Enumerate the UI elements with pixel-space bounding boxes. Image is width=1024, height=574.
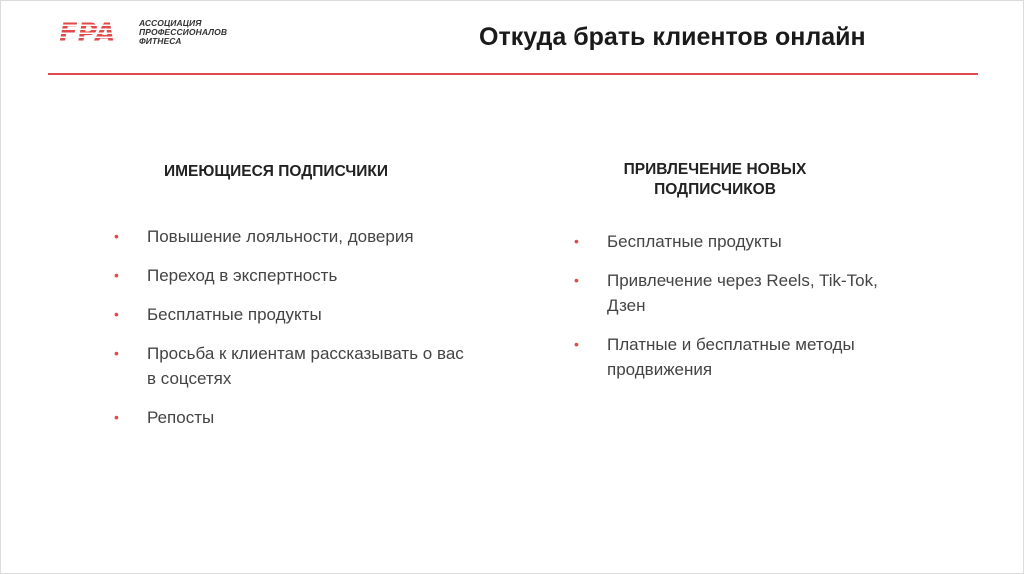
list-item-text: Бесплатные продукты	[147, 305, 322, 324]
left-column-heading: ИМЕЮЩИЕСЯ ПОДПИСЧИКИ	[163, 163, 389, 180]
list-item	[114, 224, 474, 249]
list-item	[114, 341, 474, 391]
bullet-icon: •	[114, 409, 119, 425]
list-item	[574, 332, 914, 382]
list-item-text: Привлечение через Reels, Tik-Tok, Дзен	[607, 271, 878, 315]
logo-caption-line: АССОЦИАЦИЯ	[139, 17, 202, 28]
right-bullet-list	[574, 229, 914, 396]
title-divider	[48, 73, 978, 75]
logo-caption	[139, 19, 227, 46]
bullet-icon: •	[574, 336, 579, 352]
list-item	[574, 229, 914, 254]
bullet-icon: •	[574, 272, 579, 288]
slide-title: Откуда брать клиентов онлайн	[479, 23, 866, 51]
list-item	[114, 302, 474, 327]
list-item-text: Повышение лояльности, доверия	[147, 227, 414, 246]
logo-caption-line: ПРОФЕССИОНАЛОВ	[139, 26, 228, 37]
bullet-icon: •	[114, 306, 119, 322]
logo-caption-line: ФИТНЕСА	[139, 35, 182, 46]
list-item-text: Бесплатные продукты	[607, 232, 782, 251]
list-item	[114, 405, 474, 430]
bullet-icon: •	[574, 233, 579, 249]
list-item	[114, 263, 474, 288]
svg-text:FPA: FPA	[59, 18, 116, 46]
bullet-icon: •	[114, 267, 119, 283]
fpa-logo	[59, 18, 227, 46]
list-item-text: Платные и бесплатные методы продвижения	[607, 335, 855, 379]
fpa-logo-mark	[59, 18, 131, 46]
list-item-text: Репосты	[147, 408, 215, 427]
list-item-text: Переход в экспертность	[147, 266, 338, 285]
list-item-text: Просьба к клиентам рассказывать о вас в соцсетях	[147, 344, 464, 388]
bullet-icon: •	[114, 228, 119, 244]
list-item	[574, 268, 914, 318]
left-bullet-list	[114, 224, 474, 444]
bullet-icon: •	[114, 345, 119, 361]
right-column-heading: ПРИВЛЕЧЕНИЕ НОВЫХ ПОДПИСЧИКОВ	[623, 161, 807, 198]
